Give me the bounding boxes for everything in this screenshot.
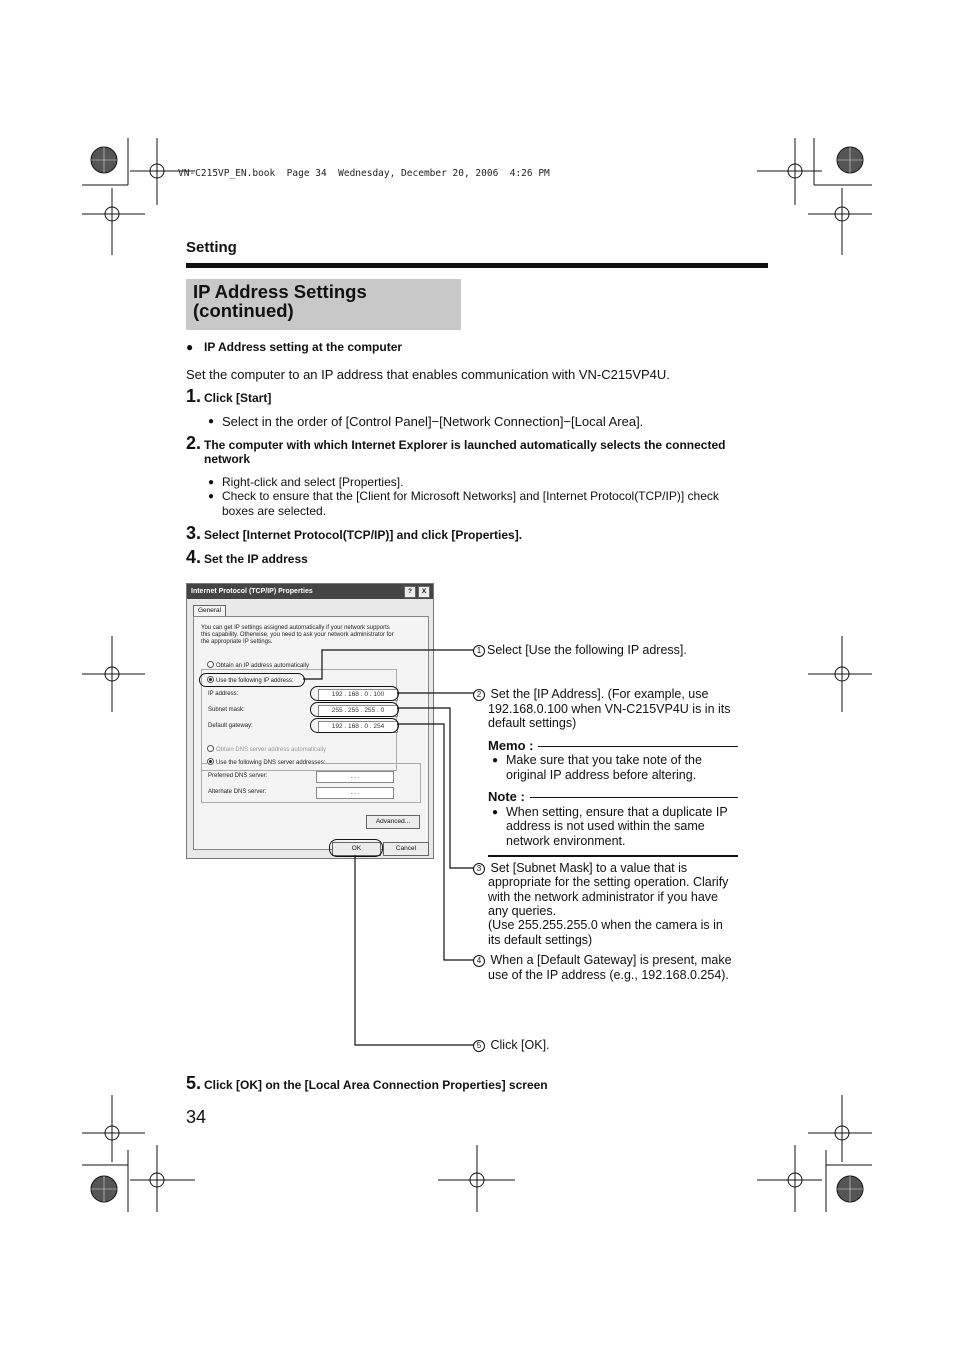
default-gateway-field[interactable]: 192 . 168 . 0 . 254 (318, 721, 398, 733)
step-bullet: Check to ensure that the [Client for Microsoft Networks] and [Internet Protocol(TCP/IP)] check (222, 489, 719, 503)
step-bullet: Right-click and select [Properties]. (222, 475, 404, 489)
intro-text: Set the computer to an IP address that enables communication with VN-C215VP4U. (186, 367, 670, 382)
annotation-4 (473, 953, 732, 968)
page-title-line1: IP Address Settings (193, 281, 367, 302)
radio-auto-dns-label: Obtain DNS server address automatically (216, 747, 327, 753)
annotation-text: When a [Default Gateway] is present, make (490, 953, 732, 967)
ip-address-field[interactable]: 192 . 168 . 0 . 100 (318, 689, 398, 701)
note-text: network environment. (506, 834, 626, 848)
close-icon[interactable]: X (418, 586, 430, 598)
callout-number: 3 (473, 863, 485, 875)
preferred-dns-label: Preferred DNS server: (208, 773, 268, 779)
radio-use-dns-label: Use the following DNS server addresses: (216, 760, 326, 766)
page-title-line2: (continued) (193, 300, 294, 321)
subheading-bullet-icon: ● (186, 340, 194, 354)
ok-button[interactable]: OK (332, 842, 381, 856)
annotation-text: Click [OK]. (490, 1038, 550, 1052)
preferred-dns-field[interactable]: . . . (316, 771, 394, 783)
memo-title: Memo : (488, 738, 534, 753)
radio-auto-ip-label: Obtain an IP address automatically (216, 663, 309, 669)
dialog-description: this capability. Otherwise, you need to ask your network administrator for (201, 632, 394, 638)
annotation-text: Select [Use the following IP adress]. (487, 643, 687, 657)
alternate-dns-field[interactable]: . . . (316, 787, 394, 799)
advanced-button[interactable]: Advanced... (366, 815, 420, 829)
step-title-line2: network (204, 452, 251, 466)
step-bullet: Select in the order of [Control Panel]−[Network Connection]−[Local Area]. (222, 414, 644, 429)
callout-number: 5 (473, 1040, 485, 1052)
subnet-mask-field[interactable]: 255 . 255 . 255 . 0 (318, 705, 398, 717)
bullet-icon: ● (208, 491, 215, 502)
note-text: When setting, ensure that a duplicate IP (506, 805, 728, 819)
step-title: Click [Start] (204, 391, 272, 405)
step-number: 2. (186, 433, 202, 453)
annotation-text: (Use 255.255.255.0 when the camera is in (488, 918, 723, 932)
annotation-text: any queries. (488, 904, 557, 918)
annotation-text: default settings) (488, 716, 577, 730)
page-number: 34 (186, 1107, 207, 1127)
memo-text: original IP address before altering. (506, 768, 697, 782)
print-header: VN-C215VP_EN.book Page 34 Wednesday, December 20, 2006 4:26 PM (178, 168, 550, 179)
annotation-text: with the network administrator if you have (488, 890, 718, 904)
annotation-1 (473, 643, 687, 658)
annotation-5 (473, 1038, 550, 1053)
note-rule (530, 797, 738, 798)
step-title: Set the IP address (204, 552, 308, 566)
help-icon[interactable]: ? (404, 586, 416, 598)
memo-text: Make sure that you take note of the (506, 753, 702, 767)
note-bottom-rule (488, 855, 738, 857)
section-label: Setting (186, 239, 237, 256)
bullet-icon: ● (208, 416, 215, 427)
annotation-text: Set [Subnet Mask] to a value that is (490, 861, 688, 875)
bullet-icon: ● (492, 755, 499, 766)
alternate-dns-label: Alternate DNS server: (208, 789, 267, 795)
step-number: 1. (186, 386, 202, 406)
dialog-title: Internet Protocol (TCP/IP) Properties (191, 588, 313, 595)
callout-number: 2 (473, 689, 485, 701)
ip-address-label: IP address: (208, 691, 239, 697)
note-text: address is not used within the same (506, 819, 705, 833)
step-number: 3. (186, 523, 202, 543)
annotation-text: use of the IP address (e.g., 192.168.0.254). (488, 968, 729, 982)
memo-rule (538, 746, 738, 747)
annotation-3 (473, 861, 687, 876)
dialog-description: the appropriate IP settings. (201, 639, 273, 645)
annotation-text: 192.168.0.100 when VN-C215VP4U is in its (488, 702, 731, 716)
step-title: Click [OK] on the [Local Area Connection Properties] screen (204, 1078, 548, 1092)
step-title: Select [Internet Protocol(TCP/IP)] and click [Properties]. (204, 528, 523, 542)
step-bullet-cont: boxes are selected. (222, 504, 327, 518)
step-title-line1: The computer with which Internet Explorer is launched automatically selects the connected (204, 438, 726, 452)
dialog-description: You can get IP settings assigned automatically if your network supports (201, 625, 390, 631)
callout-number: 4 (473, 955, 485, 967)
note-title: Note : (488, 789, 525, 804)
subnet-mask-label: Subnet mask: (208, 707, 245, 713)
callout-number: 1 (473, 645, 485, 657)
annotation-2 (473, 687, 708, 702)
bullet-icon: ● (492, 807, 499, 818)
tab-general[interactable]: General (193, 605, 226, 616)
default-gateway-label: Default gateway: (208, 723, 253, 729)
cancel-button[interactable]: Cancel (383, 842, 429, 856)
step-number: 5. (186, 1073, 202, 1093)
annotation-text: its default settings) (488, 933, 593, 947)
subheading: IP Address setting at the computer (204, 340, 403, 354)
radio-use-ip-label: Use the following IP address: (216, 678, 294, 684)
annotation-text: appropriate for the setting operation. Clarify (488, 875, 729, 889)
annotation-text: Set the [IP Address]. (For example, use (490, 687, 709, 701)
bullet-icon: ● (208, 477, 215, 488)
step-number: 4. (186, 547, 202, 567)
